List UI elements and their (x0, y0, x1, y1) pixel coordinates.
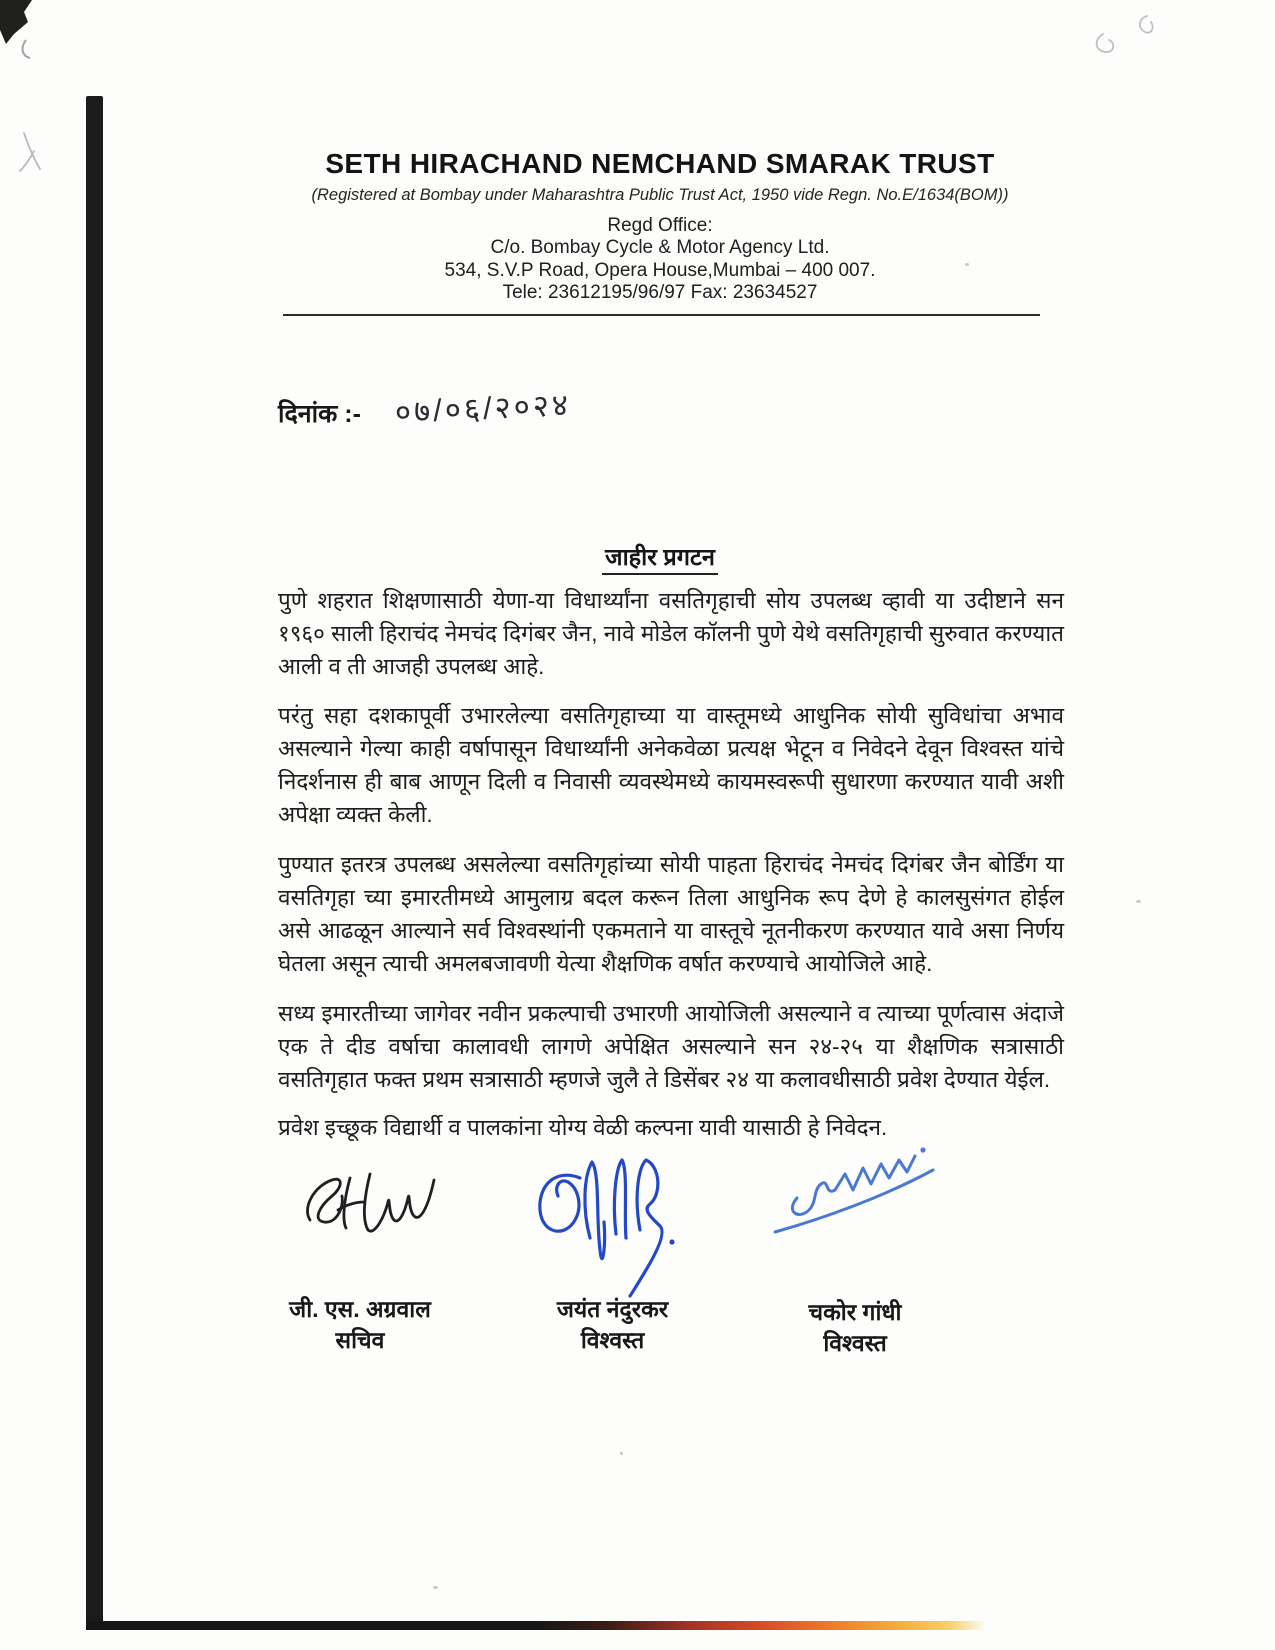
signature-ink-nandurkar (520, 1138, 710, 1310)
scan-corner-blob (0, 0, 70, 80)
body-paragraph-5: प्रवेश इच्छूक विद्यार्थी व पालकांना योग्य वेळी कल्पना यावी यासाठी हे निवेदन. (278, 1115, 888, 1140)
signature-ink-agrawal (292, 1158, 452, 1258)
subject-heading-row (260, 540, 1060, 572)
signatory-designation: सचिव (335, 1327, 385, 1353)
signature-ink-gandhi (755, 1140, 945, 1242)
registration-line: (Registered at Bombay under Maharashtra Public Trust Act, 1950 vide Regn. No.E/1634(BOM)) (311, 186, 1009, 204)
scan-speck (965, 263, 969, 266)
trust-title: SETH HIRACHAND NEMCHAND SMARAK TRUST (325, 148, 995, 179)
date-line (278, 387, 573, 432)
regd-office-label: Regd Office: (607, 215, 713, 236)
signatory-name: चकोर गांधी (808, 1299, 902, 1325)
signatory-nandurkar (520, 1294, 705, 1356)
contact-line: Tele: 23612195/96/97 Fax: 23634527 (502, 282, 818, 303)
scan-speck (1136, 900, 1141, 903)
scan-pencil-marks-top-right (1085, 8, 1195, 78)
subject-heading: जाहीर प्रगटन (602, 544, 718, 575)
scan-bottom-edge-bar (86, 1621, 986, 1630)
body-paragraph-1: पुणे शहरात शिक्षणासाठी येणा-या विधार्थ्यांना वसतिगृहाची सोय उपलब्ध व्हावी या उदीष्टाने सन १९६० साली हिराचंद नेमचंद दिगंबर जैन, नावे मोडेल कॉलनी पुणे येथे वसतिगृहाची सुरुवात करण्यात आली व ती आजही उपलब्ध आहे. (278, 588, 1064, 679)
signatory-agrawal (270, 1294, 450, 1356)
scan-pencil-mark-left (12, 125, 52, 175)
letterhead (240, 148, 1080, 305)
letterhead-divider (283, 314, 1040, 316)
signatory-designation: विश्वस्त (823, 1330, 887, 1356)
scan-speck (620, 1452, 623, 1455)
signatory-name: जयंत नंदुरकर (556, 1296, 669, 1322)
signatory-designation: विश्वस्त (580, 1327, 645, 1353)
scan-left-edge-bar (86, 96, 103, 1630)
scan-speck (433, 1586, 438, 1589)
address-line-1: C/o. Bombay Cycle & Motor Agency Ltd. (490, 237, 830, 258)
date-label: दिनांक :- (278, 400, 361, 428)
signatory-gandhi (760, 1297, 950, 1359)
body-paragraph-2: परंतु सहा दशकापूर्वी उभारलेल्या वसतिगृहाच्या या वास्तूमध्ये आधुनिक सोयी सुविधांचा अभाव असल्याने गेल्या काही वर्षापासून विधार्थ्यांनी अनेकवेळा प्रत्यक्ष भेटून व निवेदने देवून विश्वस्त यांचे निदर्शनास ही बाब आणून दिली व निवासी व्यवस्थेमध्ये कायमस्वरूपी सुधारणा करण्यात यावी अशी अपेक्षा व्यक्त केली. (278, 703, 1064, 827)
signatory-name: जी. एस. अग्रवाल (289, 1296, 431, 1322)
body-paragraph-4: सध्य इमारतीच्या जागेवर नवीन प्रकल्पाची उभारणी आयोजिली असल्याने व त्याच्या पूर्णत्वास अंदाजे एक ते दीड वर्षाचा कालावधी लागणे अपेक्षित असल्याने सन २४-२५ या शैक्षणिक सत्रासाठी वसतिगृहात फक्त प्रथम सत्रासाठी म्हणजे जुलै ते डिसेंबर २४ या कलावधीसाठी प्रवेश देण्यात येईल. (278, 1001, 1064, 1092)
body-paragraph-3: पुण्यात इतरत्र उपलब्ध असलेल्या वसतिगृहांच्या सोयी पाहता हिराचंद नेमचंद दिगंबर जैन बोर्डिंग या वसतिगृहा च्या इमारतीमध्ये आमुलाग्र बदल करून तिला आधुनिक रूप देणे हे कालसुसंगत होईल असे आढळून आल्याने सर्व विश्वस्थांनी एकमताने या वास्तूचे नूतनीकरण करण्यात यावे असा निर्णय घेतला असून त्याची अमलबजावणी येत्या शैक्षणिक वर्षात करण्याचे आयोजिले आहे. (278, 852, 1064, 976)
handwritten-date: ०७/०६/२०२४ (394, 387, 573, 430)
address-line-2: 534, S.V.P Road, Opera House,Mumbai – 400 007. (444, 259, 876, 281)
